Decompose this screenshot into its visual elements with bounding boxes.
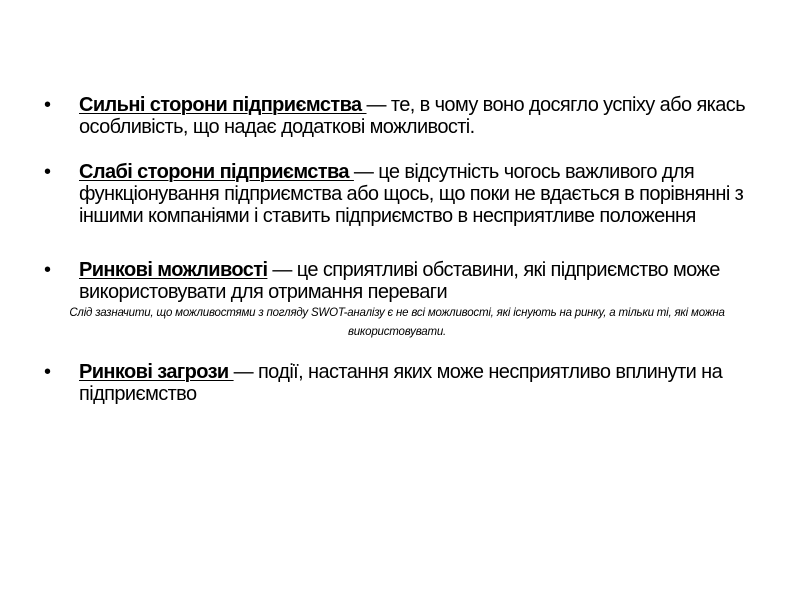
definition-strengths: — те, в чому воно досягло успіху або якась особливість, що надає додаткові можливості. [79, 94, 746, 138]
list-item-threats [44, 361, 764, 405]
bullet-marker: • [44, 361, 51, 383]
bullet-list [44, 94, 764, 427]
term-strengths: Сильні сторони підприємства [79, 94, 367, 116]
term-threats: Ринкові загрози [79, 361, 234, 383]
list-item-opportunities [44, 259, 764, 342]
definition-threats: — події, настання яких може несприятливо вплинути на підприємство [79, 361, 723, 405]
term-weaknesses: Слабі сторони підприємства [79, 161, 354, 183]
bullet-marker: • [44, 259, 51, 281]
list-item-weaknesses [44, 161, 764, 227]
list-item-strengths [44, 94, 764, 138]
opportunities-note: Слід зазначити, що можливостями з погляду SWOT-аналізу є не всі можливості, які існують на ринку, а тільки ті, які можна використовувати. [69, 307, 725, 338]
bullet-marker: • [44, 161, 51, 183]
term-opportunities: Ринкові можливості [79, 259, 268, 281]
bullet-marker: • [44, 94, 51, 116]
definition-weaknesses: — це відсутність чогось важливого для функціонування підприємства або щось, що поки не вдається в порівнянні з іншими компаніями і ставить підприємство в несприятливе положення [79, 161, 744, 227]
definition-opportunities: — це сприятливі обставини, які підприємство може використовувати для отримання переваги [79, 259, 720, 303]
